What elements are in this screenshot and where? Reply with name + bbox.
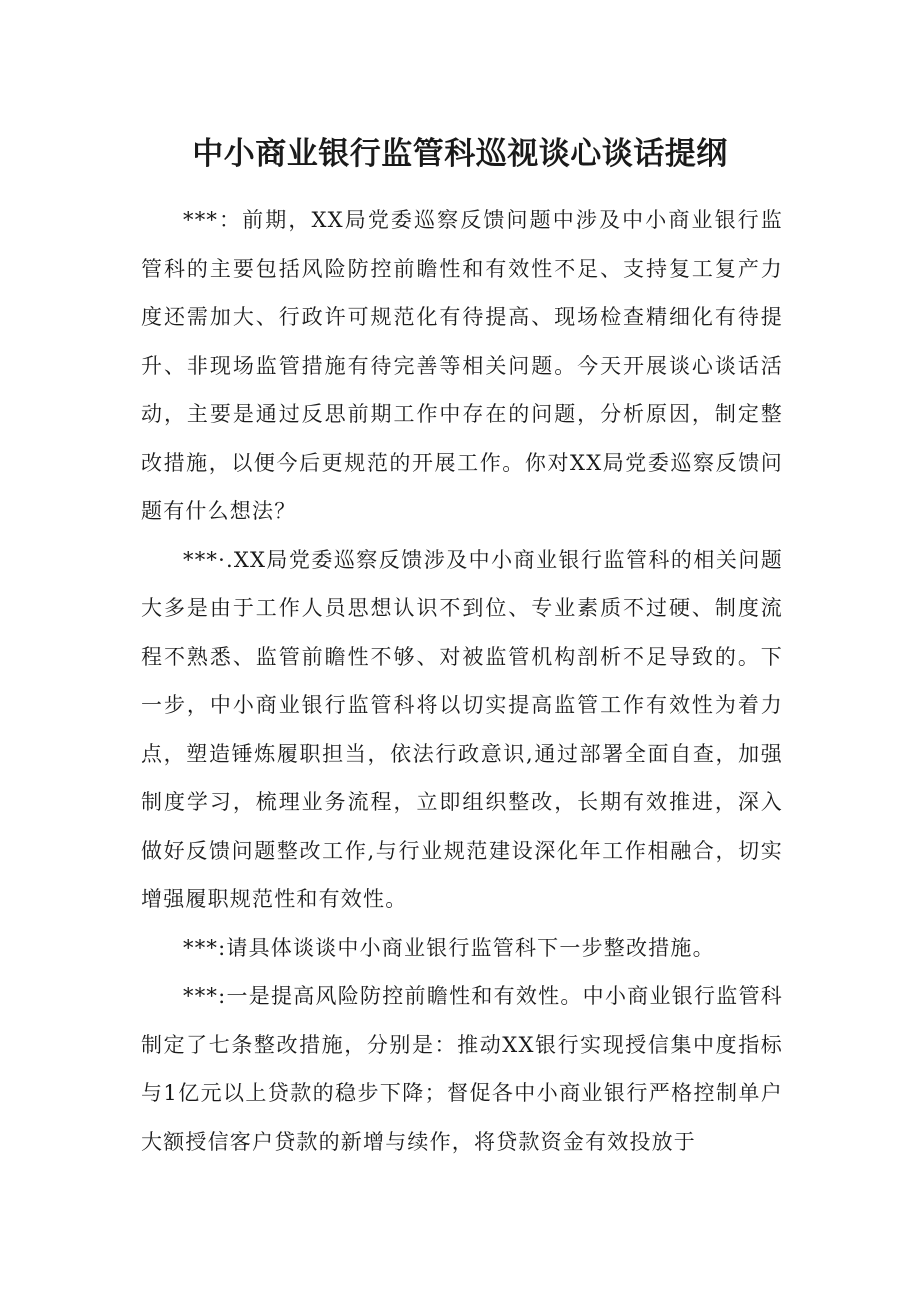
paragraph-1: ***：前期，XX局党委巡察反馈问题中涉及中小商业银行监管科的主要包括风险防控前瞻性和有效性不足、支持复工复产力度还需加大、行政许可规范化有待提高、现场检查精细化有待提升、非现场监管措施有待完善等相关问题。今天开展谈心谈话活动，主要是通过反思前期工作中存在的问题，分析原因，制定整改措施，以便今后更规范的开展工作。你对XX局党委巡察反馈问题有什么想法？ <box>141 208 783 523</box>
paragraph-4: ***:一是提高风险防控前瞻性和有效性。中小商业银行监管科制定了七条整改措施，分别是：推动XX银行实现授信集中度指标与1亿元以上贷款的稳步下降；督促各中小商业银行严格控制单户大额授信客户贷款的新增与续作，将贷款资金有效投放于 <box>141 984 783 1154</box>
document-title: 中小商业银行监管科巡视谈心谈话提纲 <box>192 136 728 172</box>
document-body <box>141 196 783 1166</box>
paragraph-3: ***:请具体谈谈中小商业银行监管科下一步整改措施。 <box>183 935 715 960</box>
paragraph-2: ***·.XX局党委巡察反馈涉及中小商业银行监管科的相关问题大多是由于工作人员思想认识不到位、专业素质不过硬、制度流程不熟悉、监管前瞻性不够、对被监管机构剖析不足导致的。下一步，中小商业银行监管科将以切实提高监管工作有效性为着力点，塑造锤炼履职担当，依法行政意识,通过部署全面自查，加强制度学习，梳理业务流程，立即组织整改，长期有效推进，深入做好反馈问题整改工作,与行业规范建设深化年工作相融合，切实增强履职规范性和有效性。 <box>141 547 783 911</box>
